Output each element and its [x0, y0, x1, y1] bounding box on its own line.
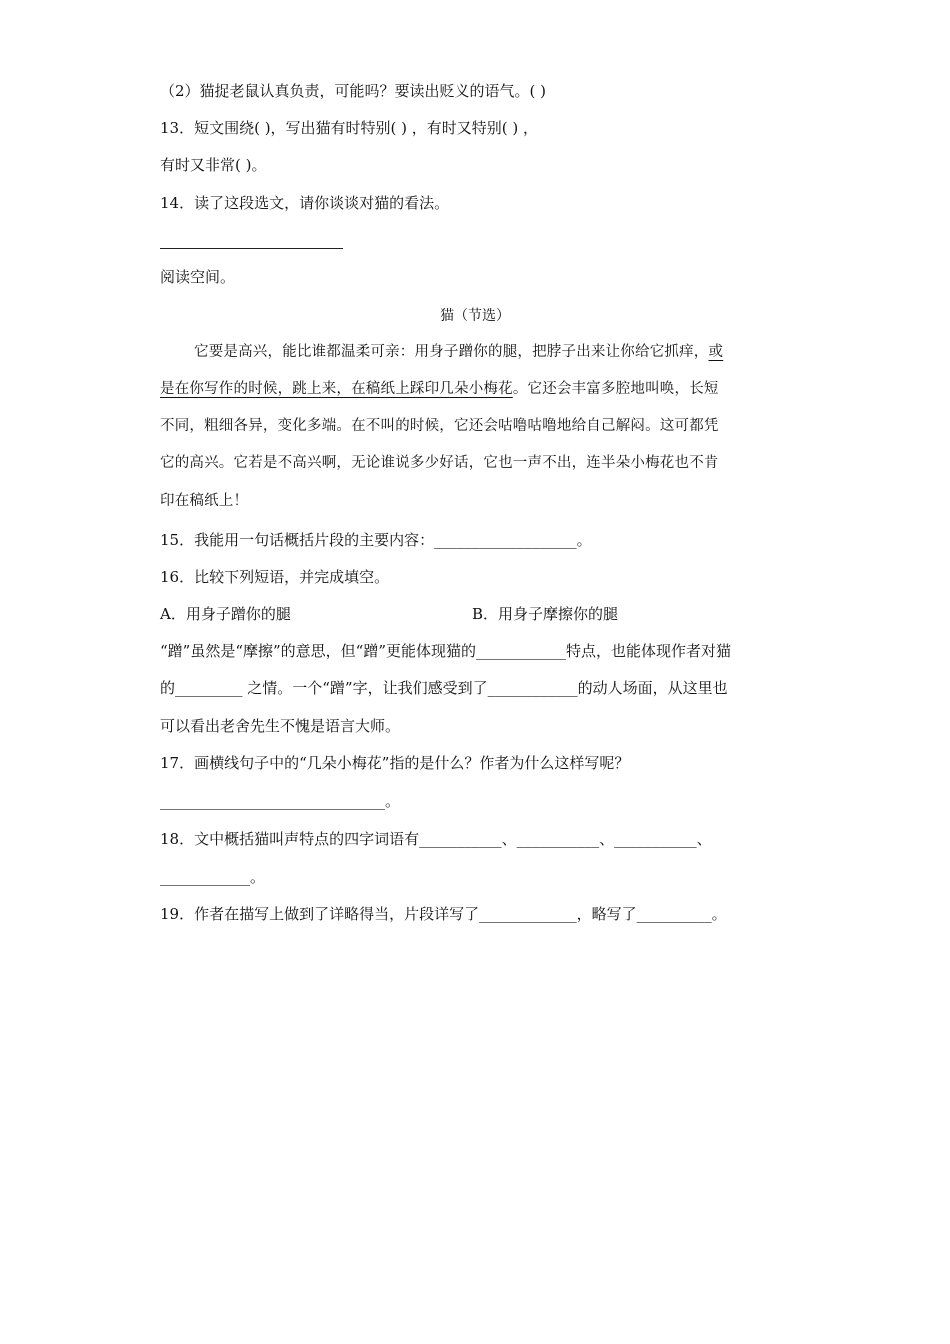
question-13: 13．短文围绕( )，写出猫有时特别( ) ，有时又特别( ) ， — [160, 119, 539, 137]
question-19: 19．作者在描写上做到了详略得当，片段详写了_____________，略写了__________。 — [160, 905, 727, 923]
answer-line-17: ______________________________。 — [160, 792, 401, 810]
question-16: 16．比较下列短语，并完成填空。 — [160, 568, 390, 586]
passage-line-4: 它的高兴。它若是不高兴啊，无论谁说多少好话，它也一声不出，连半朵小梅花也不肯 — [160, 455, 719, 471]
section-heading: 阅读空间。 — [160, 268, 236, 286]
question-13-cont: 有时又非常( )。 — [160, 156, 267, 174]
question-16-line-3: 可以看出老舍先生不愧是语言大师。 — [160, 717, 401, 735]
question-15: 15．我能用一句话概括片段的主要内容：___________________。 — [160, 531, 592, 549]
answer-line-14 — [160, 248, 343, 249]
option-a: A．用身子蹭你的腿 — [160, 605, 291, 623]
passage-line-2: 是在你写作的时候，跳上来，在稿纸上踩印几朵小梅花。它还会丰富多腔地叫唤，长短 — [160, 381, 719, 397]
question-16-line-2: 的_________ 之情。一个“蹭”字，让我们感受到了____________的动人场面，从这里也 — [160, 679, 728, 697]
passage-title: 猫（节选） — [440, 308, 510, 324]
option-b: B．用身子摩擦你的腿 — [472, 605, 619, 623]
question-12-2: （2）猫捉老鼠认真负责，可能吗？要读出贬义的语气。( ) — [160, 82, 547, 100]
underlined-sentence: 是在你写作的时候，跳上来，在稿纸上踩印几朵小梅花 — [160, 381, 513, 397]
question-16-line-1: “蹭”虽然是“摩擦”的意思，但“蹭”更能体现猫的____________特点，也能体现作者对猫 — [160, 642, 732, 660]
question-18: 18．文中概括猫叫声特点的四字词语有___________、___________、___________、 — [160, 830, 712, 848]
passage-line-5: 印在稿纸上！ — [160, 493, 249, 509]
question-17: 17．画横线句子中的“几朵小梅花”指的是什么？作者为什么这样写呢？ — [160, 754, 630, 772]
question-18-cont: ____________。 — [160, 868, 266, 886]
passage-line-1: 它要是高兴，能比谁都温柔可亲：用身子蹭你的腿，把脖子出来让你给它抓痒，或 — [194, 344, 724, 360]
passage-line-3: 不同，粗细各异，变化多端。在不叫的时候，它还会咕噜咕噜地给自己解闷。这可都凭 — [160, 418, 719, 434]
question-14: 14．读了这段选文，请你谈谈对猫的看法。 — [160, 194, 450, 212]
